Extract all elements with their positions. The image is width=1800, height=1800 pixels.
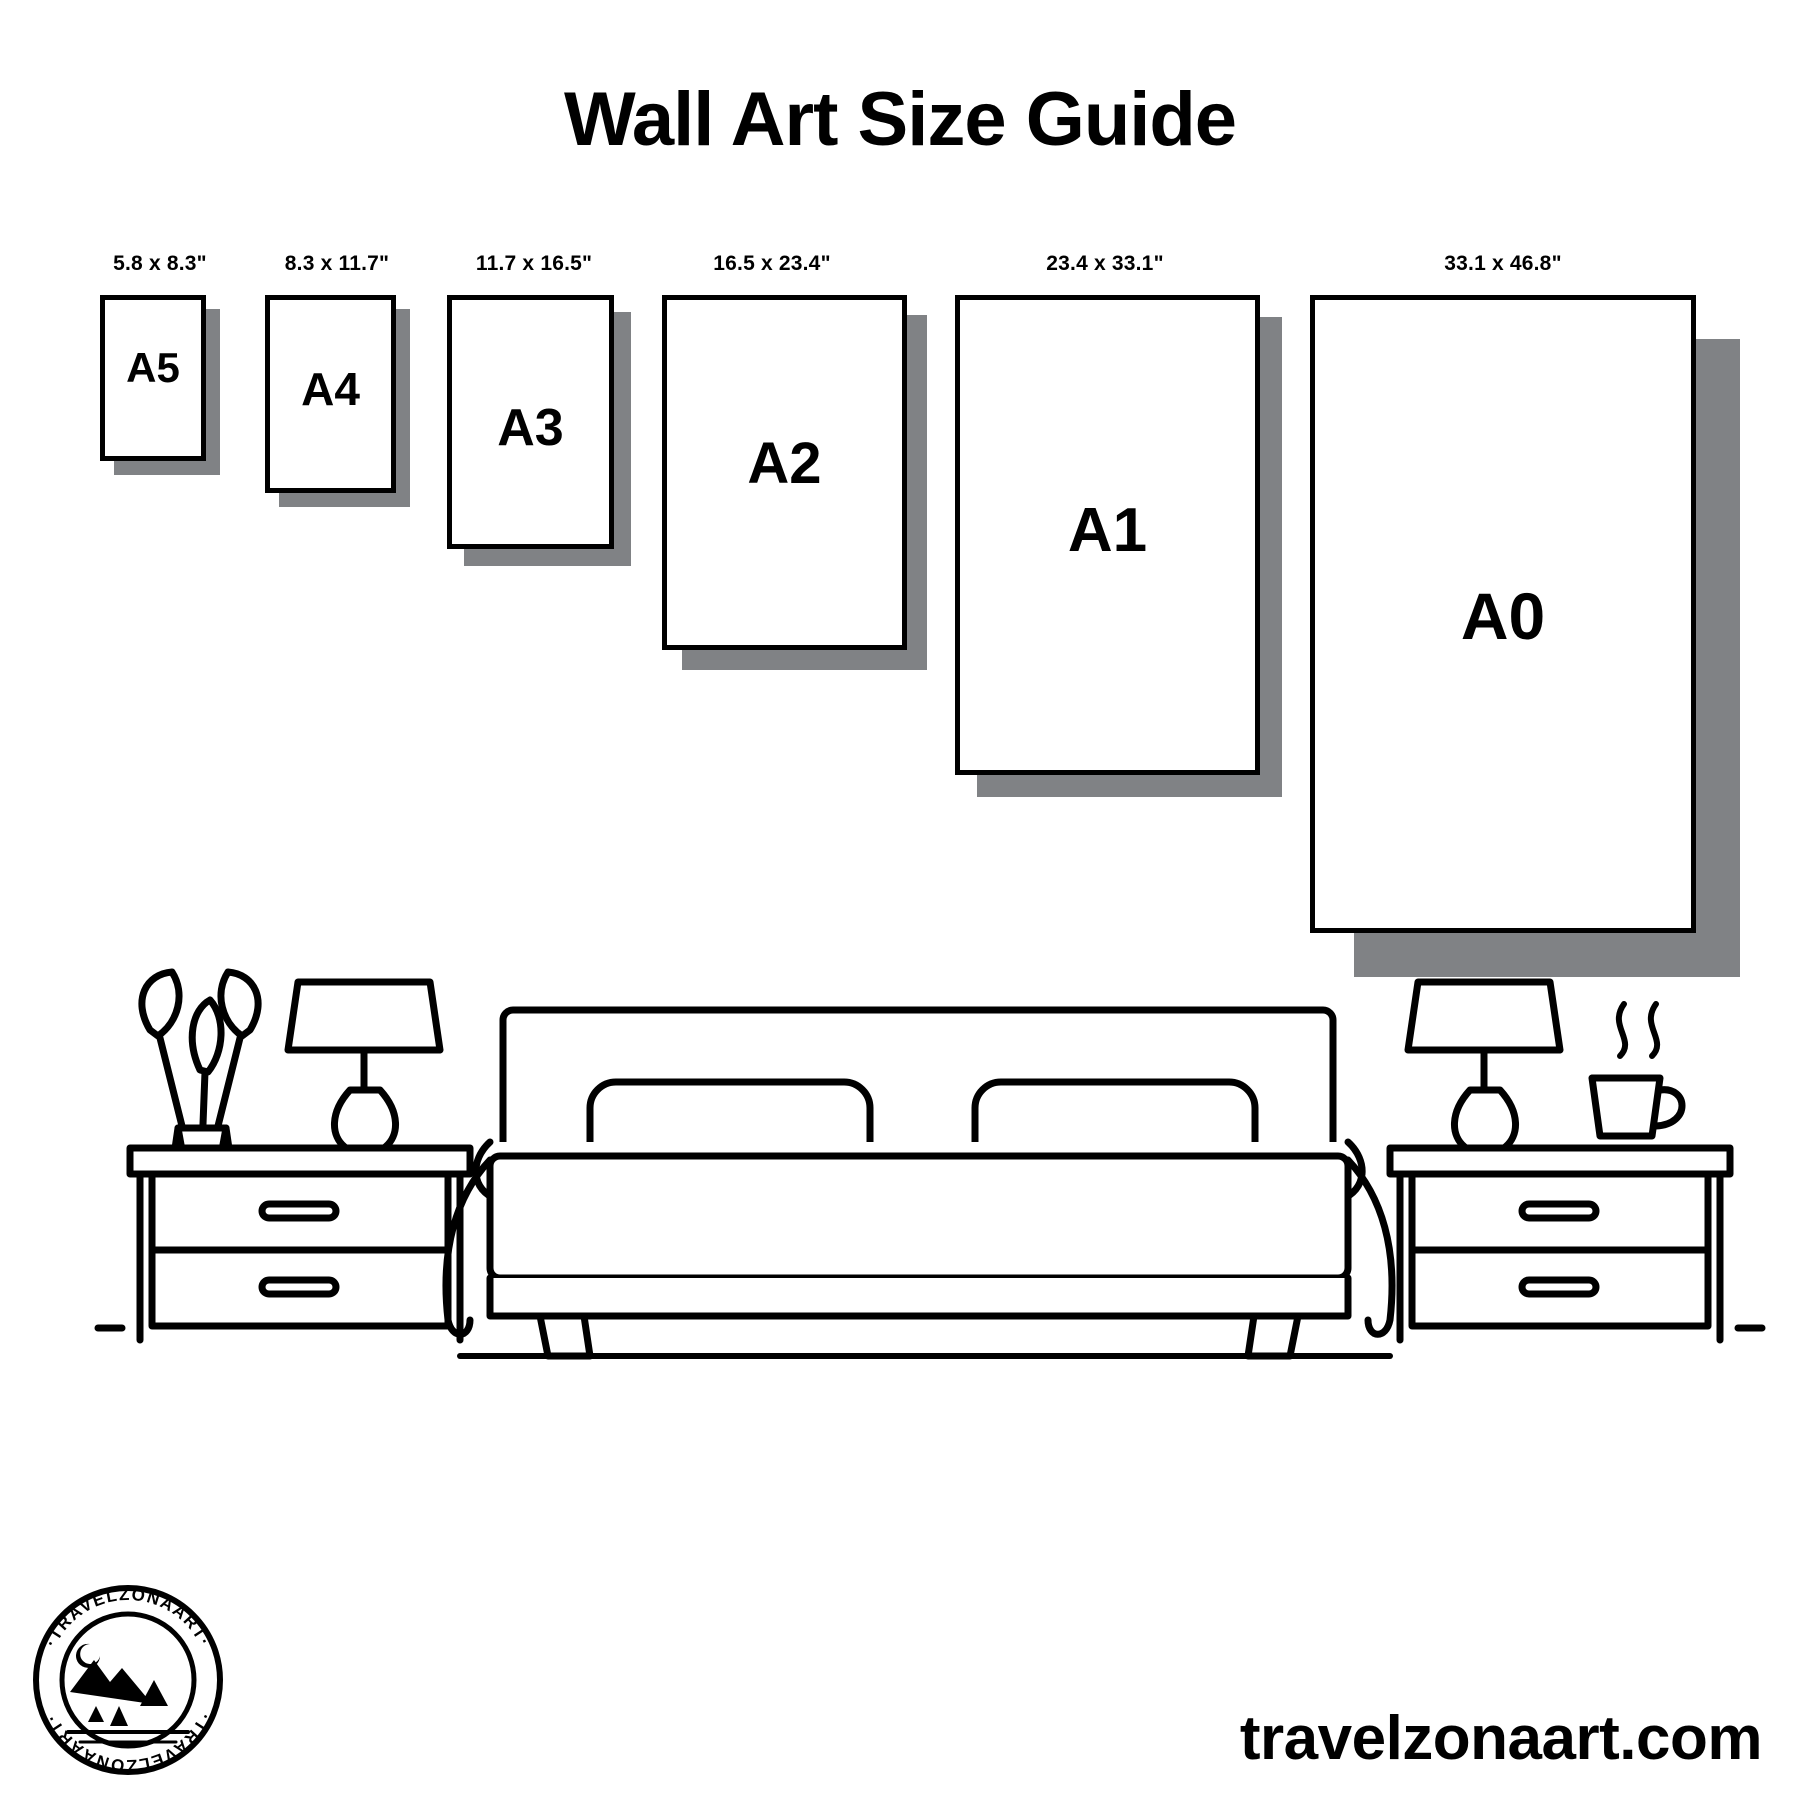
brand-logo-icon: [28, 1580, 228, 1780]
page-title: Wall Art Size Guide: [563, 77, 1237, 162]
poster-label-a4: A4: [301, 363, 360, 415]
poster-dimensions-a2: 16.5 x 23.4": [713, 252, 831, 275]
left-table-lamp-icon: [288, 982, 440, 1148]
poster-frame-a0[interactable]: [1310, 295, 1696, 933]
poster-group-a5: [100, 252, 220, 475]
right-table-lamp-icon: [1408, 982, 1560, 1148]
poster-dimensions-a4: 8.3 x 11.7": [284, 252, 390, 275]
poster-dimensions-a3: 11.7 x 16.5": [475, 252, 593, 275]
website-url[interactable]: travelzonaart.com: [1239, 1704, 1762, 1773]
poster-group-a4: [265, 252, 425, 535]
poster-group-a3: [447, 252, 637, 595]
poster-frame-a3[interactable]: [447, 295, 614, 549]
svg-text:·TRAVELZONAART·: ·TRAVELZONAART·: [41, 1584, 215, 1650]
poster-label-a0: A0: [1460, 579, 1546, 653]
poster-label-a5: A5: [126, 344, 180, 391]
poster-label-a1: A1: [1067, 496, 1148, 565]
poster-label-a3: A3: [497, 399, 564, 457]
poster-group-a1: [955, 252, 1285, 795]
brand-logo[interactable]: [28, 1580, 228, 1780]
poster-frame-a5[interactable]: [100, 295, 206, 461]
poster-frame-a4[interactable]: [265, 295, 396, 493]
poster-dimensions-a0: 33.1 x 46.8": [1444, 252, 1562, 275]
poster-group-a0: [1310, 252, 1730, 955]
poster-frame-a2[interactable]: [662, 295, 907, 650]
bedroom-scene: [0, 960, 1800, 1540]
poster-label-a2: A2: [747, 431, 822, 496]
poster-dimensions-a1: 23.4 x 33.1": [1046, 252, 1164, 275]
poster-group-a2: [662, 252, 922, 675]
coffee-cup-icon: [1592, 1004, 1682, 1136]
right-nightstand-icon: [1390, 1148, 1762, 1340]
bed-icon: [446, 1010, 1392, 1356]
poster-dimensions-a5: 5.8 x 8.3": [113, 252, 207, 275]
left-nightstand-icon: [98, 1148, 470, 1340]
poster-frame-a1[interactable]: [955, 295, 1260, 775]
svg-text:·TRAVELZONAART·: ·TRAVELZONAART·: [41, 1710, 215, 1776]
bedroom-scene-svg: [0, 960, 1800, 1540]
